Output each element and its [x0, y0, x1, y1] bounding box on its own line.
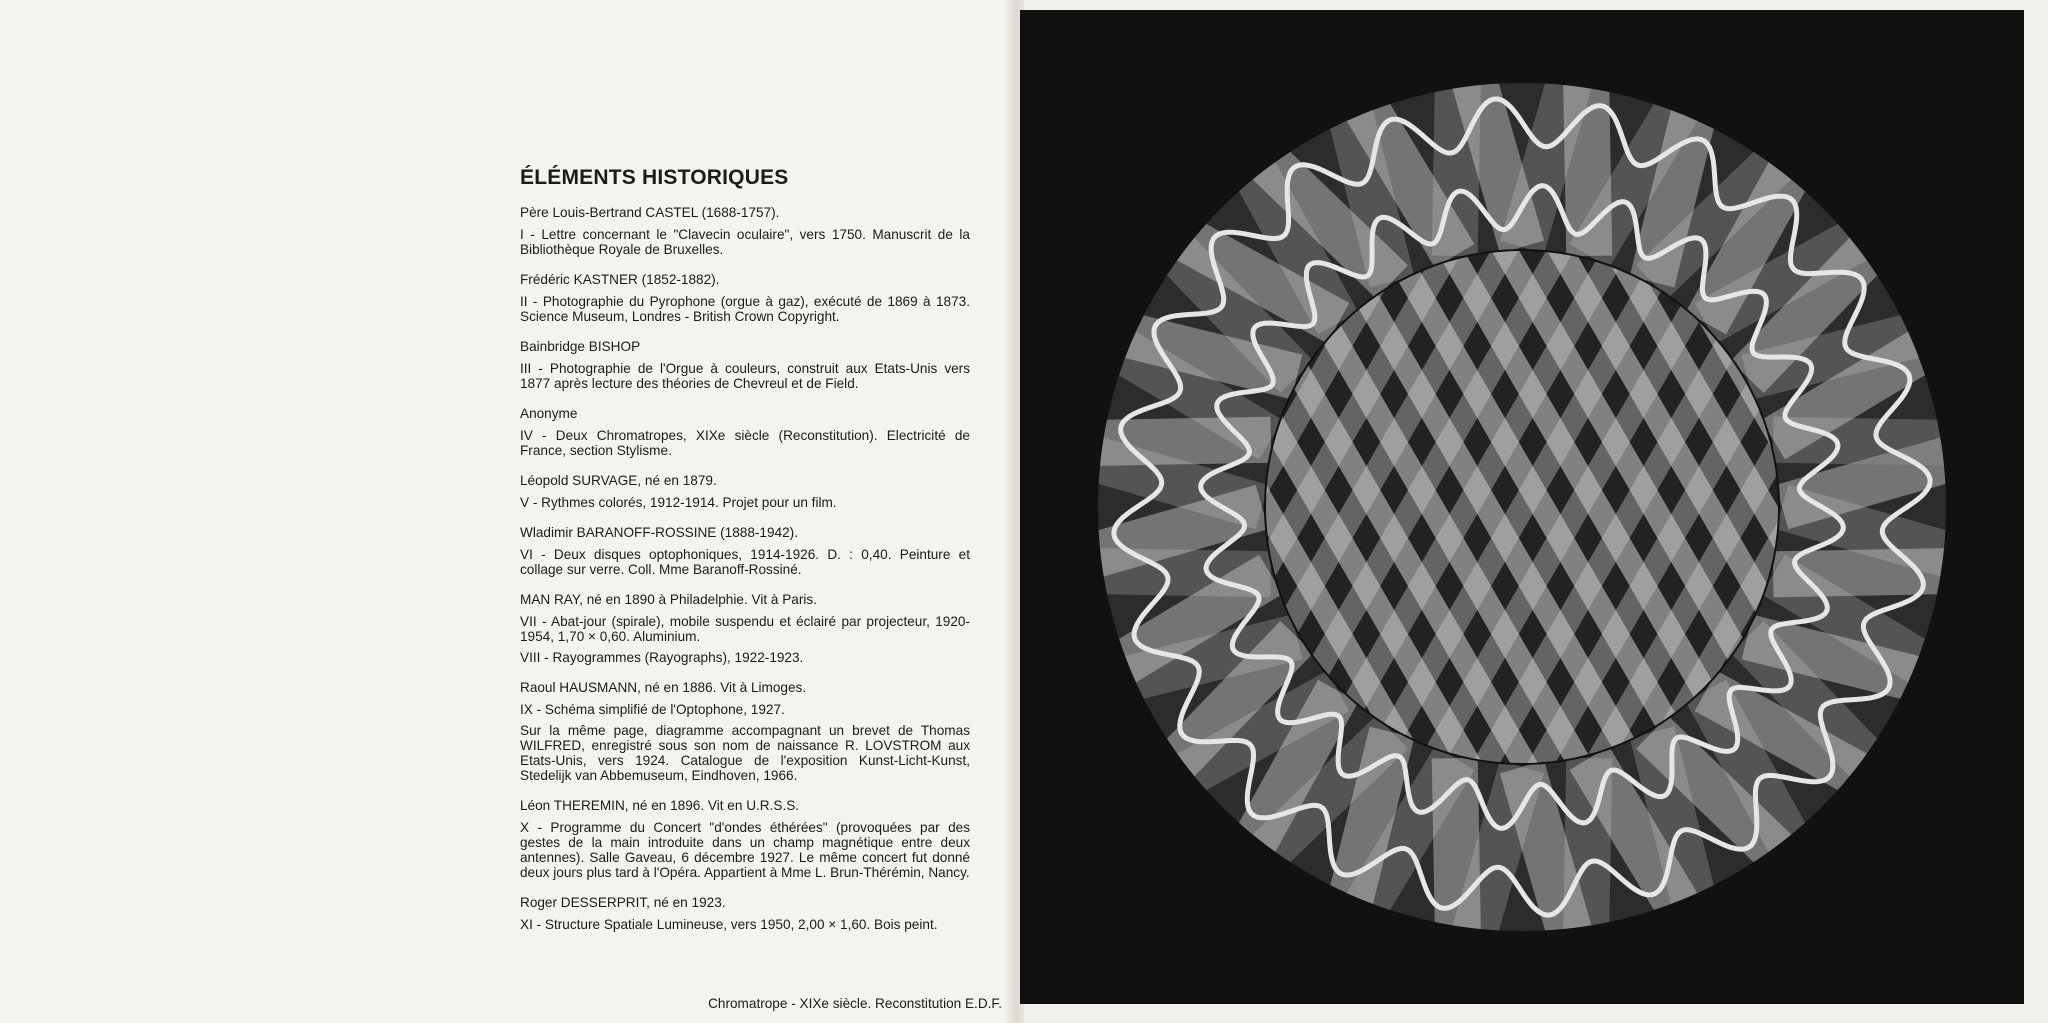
historical-elements-list: [520, 166, 970, 946]
artist-name: Raoul HAUSMANN, né en 1886. Vit à Limoges.: [520, 680, 807, 695]
list-item: [520, 591, 970, 665]
chromatrope-disc: [1020, 10, 2024, 1004]
item-description: IX - Schéma simplifié de l'Optophone, 1927.: [520, 702, 785, 717]
item-description: X - Programme du Concert "d'ondes éthérées" (provoquées par des gestes de la main introduite dans un champ magnétique entre deux antennes). Salle Gaveau, 6 décembre 1927. Le même concert fut donné deux jours plus tard à l'Opéra. Appartient à Mme L. Brun-Thérémin, Nancy.: [520, 820, 970, 880]
artist-name: Léopold SURVAGE, né en 1879.: [520, 473, 717, 488]
list-item: [520, 797, 970, 880]
artist-name: Roger DESSERPRIT, né en 1923.: [520, 895, 726, 910]
item-description: Sur la même page, diagramme accompagnant un brevet de Thomas WILFRED, enregistré sous son nom de naissance R. LOVSTROM aux Etats-Unis, vers 1924. Catalogue de l'exposition Kunst-Licht-Kunst, Stedelijk van Abbemuseum, Eindhoven, 1966.: [520, 723, 970, 783]
item-description: XI - Structure Spatiale Lumineuse, vers 1950, 2,00 × 1,60. Bois peint.: [520, 917, 938, 932]
item-description: VIII - Rayogrammes (Rayographs), 1922-1923.: [520, 650, 804, 665]
artist-name: Père Louis-Bertrand CASTEL (1688-1757).: [520, 205, 780, 220]
item-description: I - Lettre concernant le "Clavecin oculaire", vers 1750. Manuscrit de la Bibliothèque Royale de Bruxelles.: [520, 227, 970, 257]
list-item: [520, 894, 970, 932]
list-item: [520, 204, 970, 257]
list-item: [520, 338, 970, 391]
chromatrope-photo: [1020, 10, 2024, 1004]
section-title: ÉLÉMENTS HISTORIQUES: [520, 166, 789, 189]
artist-name: Léon THEREMIN, né en 1896. Vit en U.R.S.S.: [520, 798, 800, 813]
artist-name: MAN RAY, né en 1890 à Philadelphie. Vit à Paris.: [520, 592, 817, 607]
artist-name: Wladimir BARANOFF-ROSSINE (1888-1942).: [520, 525, 798, 540]
item-description: V - Rythmes colorés, 1912-1914. Projet pour un film.: [520, 495, 837, 510]
list-item: [520, 679, 970, 783]
list-item: [520, 271, 970, 324]
item-description: IV - Deux Chromatropes, XIXe siècle (Reconstitution). Electricité de France, section Stylisme.: [520, 428, 970, 458]
list-item: [520, 405, 970, 458]
figure-caption: Chromatrope - XIXe siècle. Reconstitution E.D.F.: [708, 996, 1002, 1011]
list-item: [520, 524, 970, 577]
list-item: [520, 472, 970, 510]
item-description: II - Photographie du Pyrophone (orgue à gaz), exécuté de 1869 à 1873. Science Museum, Londres - British Crown Copyright.: [520, 294, 970, 324]
artist-name: Anonyme: [520, 406, 578, 421]
artist-name: Frédéric KASTNER (1852-1882).: [520, 272, 720, 287]
item-description: VI - Deux disques optophoniques, 1914-1926. D. : 0,40. Peinture et collage sur verre. Coll. Mme Baranoff-Rossiné.: [520, 547, 970, 577]
item-description: III - Photographie de l'Orgue à couleurs, construit aux Etats-Unis vers 1877 après lecture des théories de Chevreul et de Field.: [520, 361, 970, 391]
item-description: VII - Abat-jour (spirale), mobile suspendu et éclairé par projecteur, 1920-1954, 1,70 × 0,60. Aluminium.: [520, 614, 970, 644]
artist-name: Bainbridge BISHOP: [520, 339, 641, 354]
